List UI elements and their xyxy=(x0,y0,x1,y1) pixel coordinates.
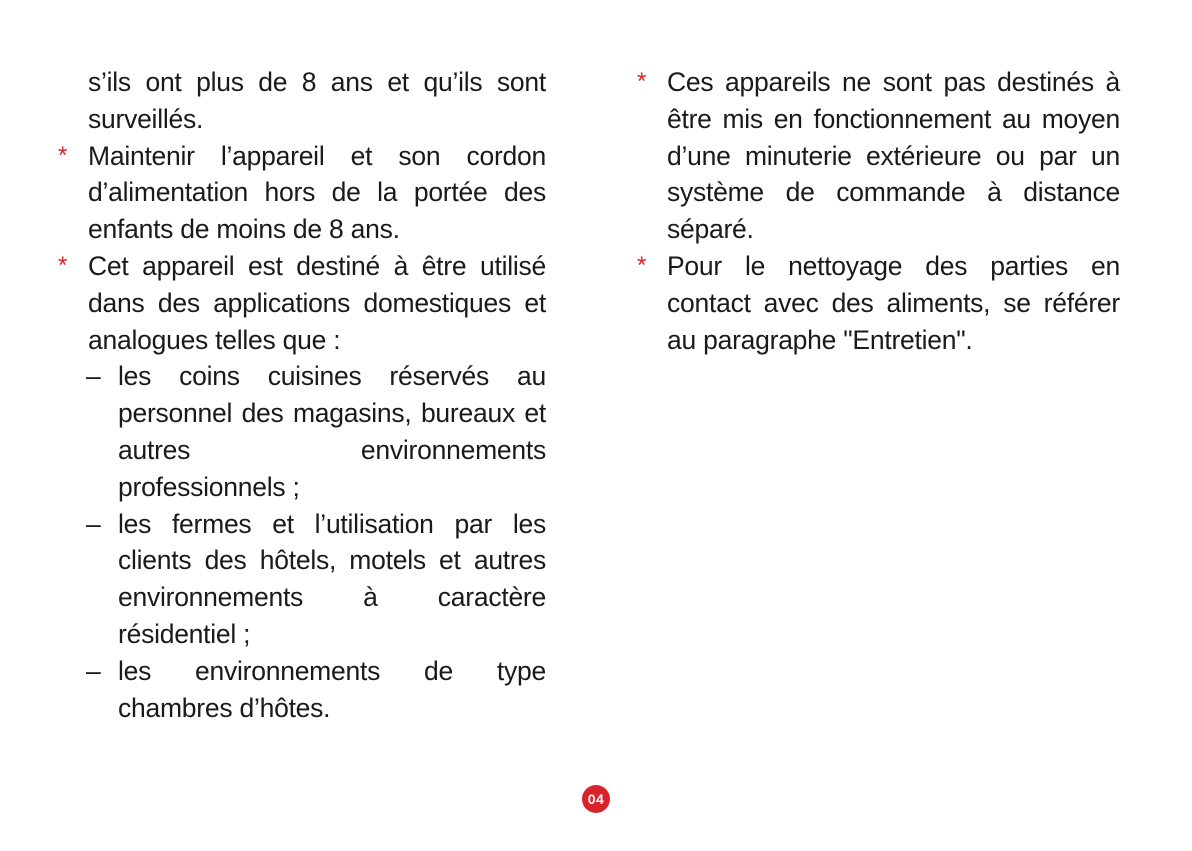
dash-bullet-icon: – xyxy=(86,361,101,392)
list-item-text: Pour le nettoyage des parties en contact avec des aliments, se référer au paragraphe "Entretien". xyxy=(667,250,1120,355)
sub-list-item-text: les coins cuisines réservés au personnel des magasins, bureaux et autres environnements professionnels ; xyxy=(118,361,546,502)
list-item-cord-safety xyxy=(58,138,546,248)
sub-list-item-staff-kitchens xyxy=(58,358,546,505)
continuation-text xyxy=(58,64,546,138)
list-item-timer xyxy=(637,64,1120,248)
sub-list-item-bed-and-breakfast xyxy=(58,653,546,727)
page-number-badge: 04 xyxy=(582,785,610,813)
dash-bullet-icon: – xyxy=(86,655,101,686)
continuation-text-content: s’ils ont plus de 8 ans et qu’ils sont surveillés. xyxy=(88,67,546,134)
list-item-text: Maintenir l’appareil et son cordon d’alimentation hors de la portée des enfants de moins de 8 ans. xyxy=(88,140,546,245)
list-item-text: Ces appareils ne sont pas destinés à être mis en fonctionnement au moyen d’une minuterie extérieure ou par un système de commande à distance séparé. xyxy=(667,67,1120,245)
list-item-cleaning xyxy=(637,248,1120,358)
asterisk-bullet-icon: * xyxy=(637,68,647,95)
sub-list-item-text: les fermes et l’utilisation par les clients des hôtels, motels et autres environnements à caractère résidentiel ; xyxy=(118,508,546,649)
asterisk-bullet-icon: * xyxy=(637,251,647,279)
dash-bullet-icon: – xyxy=(86,508,101,539)
sub-list-item-text: les environnements de type chambres d’hôtes. xyxy=(118,655,546,723)
sub-list-item-farms-hotels xyxy=(58,506,546,653)
list-item-domestic-use xyxy=(58,248,546,358)
asterisk-bullet-icon: * xyxy=(58,141,68,169)
left-column xyxy=(58,64,546,726)
asterisk-bullet-icon: * xyxy=(58,251,68,279)
right-column xyxy=(637,64,1120,358)
list-item-text: Cet appareil est destiné à être utilisé dans des applications domestiques et analogues telles que : xyxy=(88,250,546,355)
